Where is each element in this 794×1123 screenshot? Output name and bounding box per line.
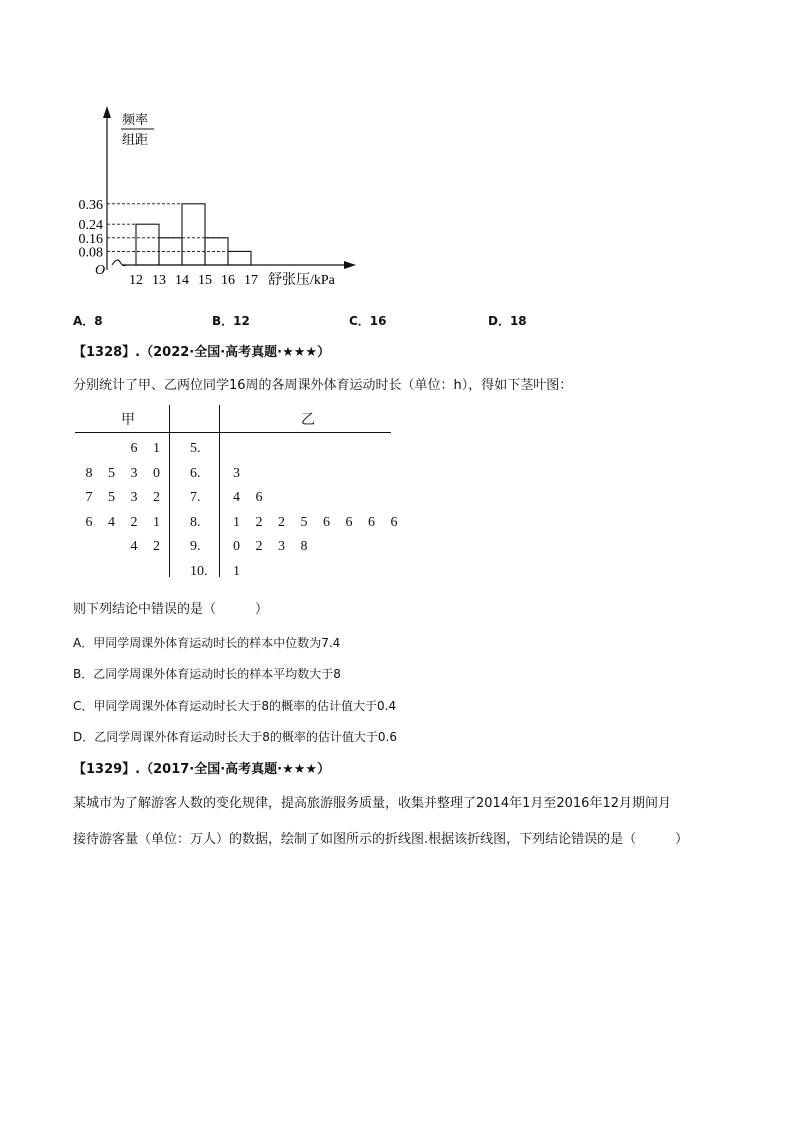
stem-leaf-left-title: 甲	[121, 412, 135, 428]
stem-leaf-plot	[75, 405, 398, 580]
leaf-left-digit: 2	[153, 539, 160, 554]
leaf-right-digit: 2	[255, 539, 263, 554]
q1328-option-c[interactable]: C．甲同学周课外体育运动时长大于8的概率的估计值大于0.4	[73, 699, 397, 713]
y-axis-label-bottom: 组距	[122, 132, 149, 147]
leaf-right-digit: 6	[323, 514, 330, 530]
leaf-left-digit: 2	[153, 490, 160, 505]
y-tick-label: 0.24	[78, 218, 103, 234]
q1327-option-c[interactable]: C．16	[349, 314, 387, 328]
q1328-header: 【1328】.（2022·全国·高考真题·★★★）	[73, 345, 331, 360]
q1329-header: 【1329】.（2017·全国·高考真题·★★★）	[73, 762, 331, 777]
stem-leaf-right-divider	[219, 405, 220, 577]
stem-value: 10.	[190, 563, 208, 579]
leaf-left-digit: 4	[108, 514, 115, 530]
leaf-right-digit: 0	[233, 539, 240, 554]
q1328-option-a[interactable]: A．甲同学周课外体育运动时长的样本中位数为7.4	[73, 636, 341, 650]
histogram-bar	[182, 204, 205, 265]
x-tick-label: 16	[221, 273, 235, 288]
histogram-chart	[70, 100, 370, 300]
leaf-left-digit: 8	[85, 465, 93, 481]
leaf-left-digit: 6	[85, 514, 93, 530]
q1327-option-a[interactable]: A．8	[73, 314, 103, 328]
x-tick-label: 17	[244, 273, 258, 288]
leaf-left-digit: 1	[153, 514, 160, 530]
leaf-left-digit: 1	[153, 441, 160, 456]
q1328-stem-text: 分别统计了甲、乙两位同学16周的各周课外体育运动时长（单位：h），得如下茎叶图：	[73, 378, 573, 393]
leaf-left-digit: 0	[153, 465, 160, 481]
leaf-left-digit: 4	[130, 539, 138, 554]
leaf-left-digit: 5	[108, 465, 115, 481]
leaf-right-digit: 6	[345, 514, 353, 530]
q1328-option-d[interactable]: D．乙同学周课外体育运动时长大于8的概率的估计值大于0.6	[73, 730, 397, 744]
x-tick-label: 14	[175, 273, 189, 288]
leaf-right-digit: 3	[233, 465, 240, 481]
leaf-right-digit: 1	[233, 563, 240, 579]
x-axis-arrow	[344, 261, 356, 269]
q1328-question: 则下列结论中错误的是（ ）	[73, 602, 269, 617]
leaf-left-digit: 7	[85, 490, 93, 505]
leaf-right-digit: 6	[368, 514, 375, 530]
leaf-right-digit: 3	[278, 539, 285, 554]
stem-value: 9.	[190, 539, 201, 554]
stem-value: 5.	[190, 441, 201, 456]
q1329-line-1: 某城市为了解游客人数的变化规律，提高旅游服务质量，收集并整理了2014年1月至2016年12月期间月	[73, 796, 671, 811]
leaf-left-digit: 3	[130, 465, 138, 481]
y-axis-arrow	[103, 106, 111, 118]
stem-value: 6.	[190, 465, 201, 481]
x-tick-label: 12	[129, 273, 143, 288]
stem-value: 8.	[190, 514, 201, 530]
y-tick-label: 0.08	[78, 245, 103, 261]
histogram-bar	[228, 251, 251, 265]
leaf-left-digit: 2	[130, 514, 138, 530]
stem-leaf-left-divider	[169, 405, 170, 577]
leaf-left-digit: 3	[130, 490, 138, 505]
leaf-right-digit: 5	[300, 514, 308, 530]
q1328-option-b[interactable]: B．乙同学周课外体育运动时长的样本平均数大于8	[73, 667, 341, 681]
leaf-left-digit: 6	[130, 441, 138, 456]
histogram-bar	[136, 224, 159, 265]
q1329-line-2: 接待游客量（单位：万人）的数据，绘制了如图所示的折线图.根据该折线图，下列结论错误的是（ ）	[73, 832, 689, 847]
leaf-right-digit: 4	[233, 490, 240, 505]
leaf-right-digit: 2	[278, 514, 285, 530]
q1327-option-b[interactable]: B．12	[212, 314, 250, 328]
x-axis-label: 舒张压/kPa	[268, 273, 335, 288]
q1327-option-d[interactable]: D．18	[488, 314, 527, 328]
y-axis-label-top: 频率	[122, 112, 149, 127]
x-tick-label: 15	[198, 273, 212, 288]
stem-value: 7.	[190, 490, 201, 505]
stem-leaf-right-title: 乙	[301, 412, 315, 428]
leaf-right-digit: 2	[255, 514, 263, 530]
leaf-left-digit: 5	[108, 490, 115, 505]
y-tick-label: 0.36	[78, 197, 103, 213]
y-tick-label: 0.16	[78, 231, 103, 247]
x-tick-label: 13	[152, 273, 166, 288]
leaf-right-digit: 8	[300, 539, 308, 554]
origin-label: O	[95, 263, 106, 278]
leaf-right-digit: 6	[255, 490, 263, 505]
stem-leaf-header-rule	[75, 432, 391, 433]
leaf-right-digit: 1	[233, 514, 240, 530]
leaf-right-digit: 6	[390, 514, 398, 530]
